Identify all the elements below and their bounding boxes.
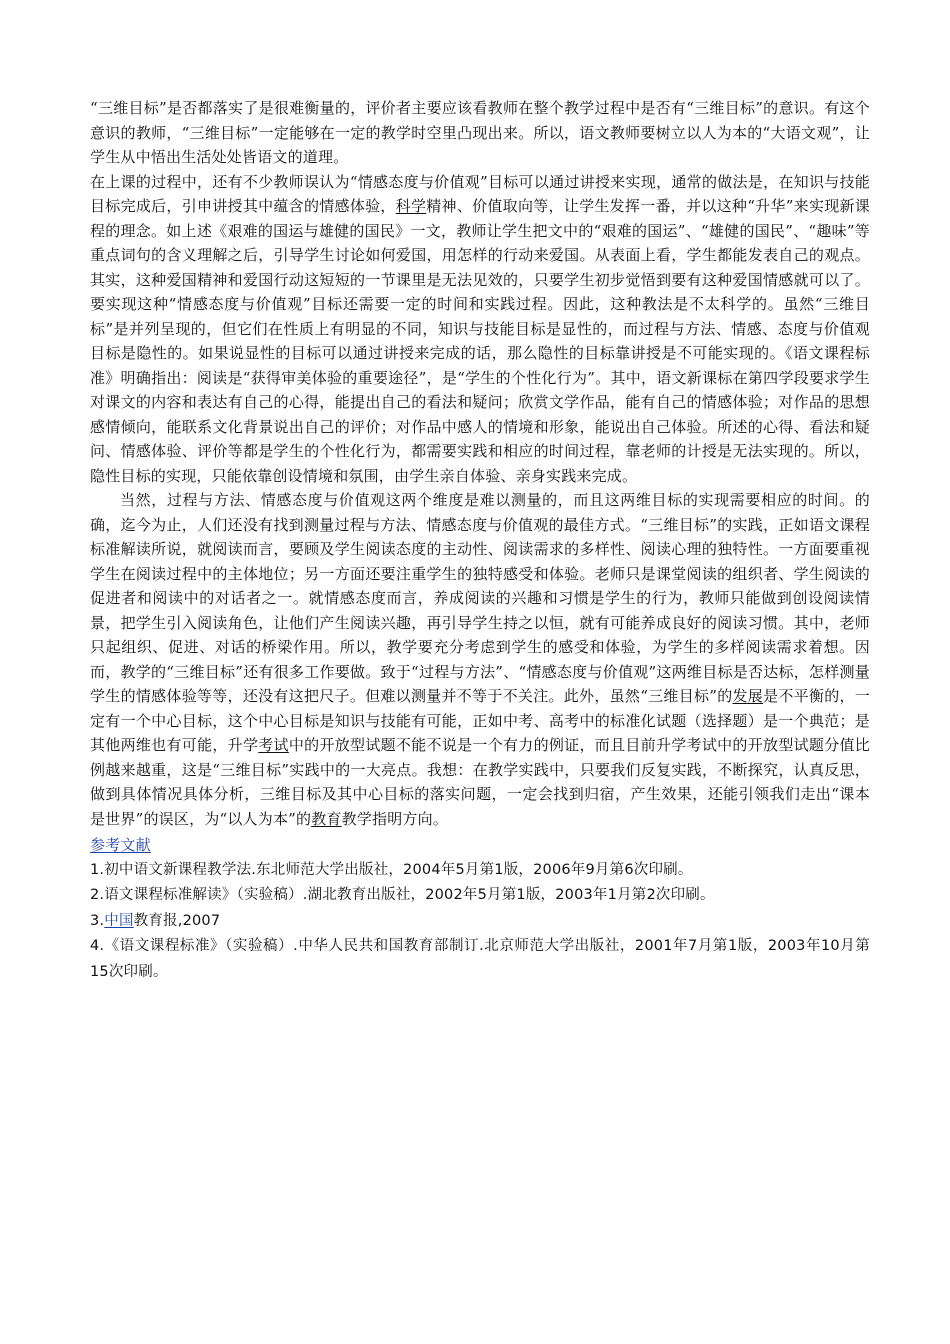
reference-item-3-suffix: 教育报,2007 <box>133 912 221 929</box>
document-body <box>90 96 870 985</box>
paragraph-3-part-4: 教学指明方向。 <box>341 809 449 828</box>
reference-item-3-prefix: 3. <box>90 912 105 929</box>
paragraph-2-part-2: 精神、价值取向等，让学生发挥一番，并以这种“升华”来实现新课程的理念。如上述《艰难的国运与雄健的国民》一文，教师让学生把文中的“艰难的国运”、“雄健的国民”、“趣味”等重点词句的含义理解之后，引导学生讨论如何爱国，用怎样的行动来爱国。从表面上看，学生都能发表自己的观点。其实，这种爱国精神和爱国行动这短短的一节课里是无法见效的，只要学生初步觉悟到要有这种爱国情感就可以了。要实现这种“情感态度与价值观”目标还需要一定的时间和实践过程。因此，这种教法是不太科学的。虽然“三维目标”是并列呈现的，但它们在性质上有明显的不同，知识与技能目标是显性的，而过程与方法、情感、态度与价值观目标是隐性的。如果说显性的目标可以通过讲授来完成的话，那么隐性的目标靠讲授是不可能实现的。《语文课程标准》明确指出：阅读是“获得审美体验的重要途径”，是“学生的个性化行为”。其中，语文新课标在第四学段要求学生对课文的内容和表达有自己的心得，能提出自己的看法和疑问；欣赏文学作品，能有自己的情感体验；对作品的思想感情倾向，能联系文化背景说出自己的评价；对作品中感人的情境和形象，能说出自己体验。所述的心得、看法和疑问、情感体验、评价等都是学生的个性化行为，都需要实践和相应的时间过程，靠老师的计授是无法实现的。所以，隐性目标的实现，只能依靠创设情境和氛围，由学生亲自体验、亲身实践来完成。 <box>90 197 870 485</box>
paragraph-3 <box>90 488 870 831</box>
paragraph-3-part-1: 当然，过程与方法、情感态度与价值观这两个维度是难以测量的，而且这两维目标的实现需要相应的时间。的确，迄今为止，人们还没有找到测量过程与方法、情感态度与价值观的最佳方式。“三维目标”的实践，正如语文课程标准解读所说，就阅读而言，要顾及学生阅读态度的主动性、阅读需求的多样性、阅读心理的独特性。一方面要重视学生在阅读过程中的主体地位；另一方面还要注重学生的独特感受和体验。老师只是课堂阅读的组织者、学生阅读的促进者和阅读中的对话者之一。就情感态度而言，养成阅读的兴趣和习惯是学生的行为，教师只能做到创设阅读情景，把学生引入阅读角色，让他们产生阅读兴趣，再引导学生持之以恒，就有可能养成良好的阅读习惯。其中，老师只起组织、促进、对话的桥梁作用。所以，教学要充分考虑到学生的感受和体验，为学生的多样阅读需求着想。因而，教学的“三维目标”还有很多工作要做。致于“过程与方法”、“情感态度与价值观”这两维目标是否达标，怎样测量学生的情感体验等等，还没有这把尺子。但难以测量并不等于不关注。此外，虽然“三维目标”的 <box>90 491 870 705</box>
reference-item-3 <box>90 909 870 935</box>
link-science[interactable]: 科学 <box>395 197 427 215</box>
paragraph-2-part-1: 在上课的过程中，还有不少教师误认为“情感态度与价值观”目标可以通过讲授来实现，通常的做法是，在知识与技能目标完成后，引申讲授其中蕴含的情感体验， <box>90 172 870 215</box>
reference-item-1: 1.初中语文新课程教学法.东北师范大学出版社，2004年5月第1版，2006年9月第6次印刷。 <box>90 861 693 878</box>
paragraph-3-part-2: 是不平衡的，一定有一个中心目标，这个中心目标是知识与技能有可能，正如中考、高考中的标准化试题（选择题）是一个典范；是其他两维也有可能，升学 <box>90 687 870 754</box>
reference-link-china[interactable]: 中国 <box>104 912 134 929</box>
link-education[interactable]: 教育 <box>311 809 342 828</box>
paragraph-1: “三维目标”是否都落实了是很难衡量的，评价者主要应该看教师在整个教学过程中是否有“三维目标”的意识。有这个意识的教师，“三维目标”一定能够在一定的教学时空里凸现出来。所以，语文教师要树立以人为本的“大语文观”，让学生从中悟出生活处处皆语文的道理。 <box>90 99 870 166</box>
link-exam[interactable]: 考试 <box>258 736 289 754</box>
link-development[interactable]: 发展 <box>732 687 764 705</box>
references-list <box>90 858 870 986</box>
reference-item-2: 2.语文课程标准解读》（实验稿）.湖北教育出版社，2002年5月第1版，2003年1月第2次印刷。 <box>90 887 715 903</box>
references-section <box>90 831 870 985</box>
paragraph-3-part-3: 中的开放型试题不能不说是一个有力的例证，而且目前升学考试中的开放型试题分值比例越来越重，这是“三维目标”实践中的一大亮点。我想：在教学实践中，只要我们反复实践，不断探究，认真反思，做到具体情况具体分析，三维目标及其中心目标的落实问题，一定会找到归宿，产生效果，还能引领我们走出“课本是世界”的误区，为“以人为本”的 <box>90 736 871 828</box>
paragraph-2 <box>90 170 870 489</box>
reference-item-4: 4.《语文课程标准》（实验稿）.中华人民共和国教育部制订.北京师范大学出版社，2001年7月第1版，2003年10月第15次印刷。 <box>90 938 870 980</box>
references-heading-link[interactable]: 参考文献 <box>90 836 151 854</box>
